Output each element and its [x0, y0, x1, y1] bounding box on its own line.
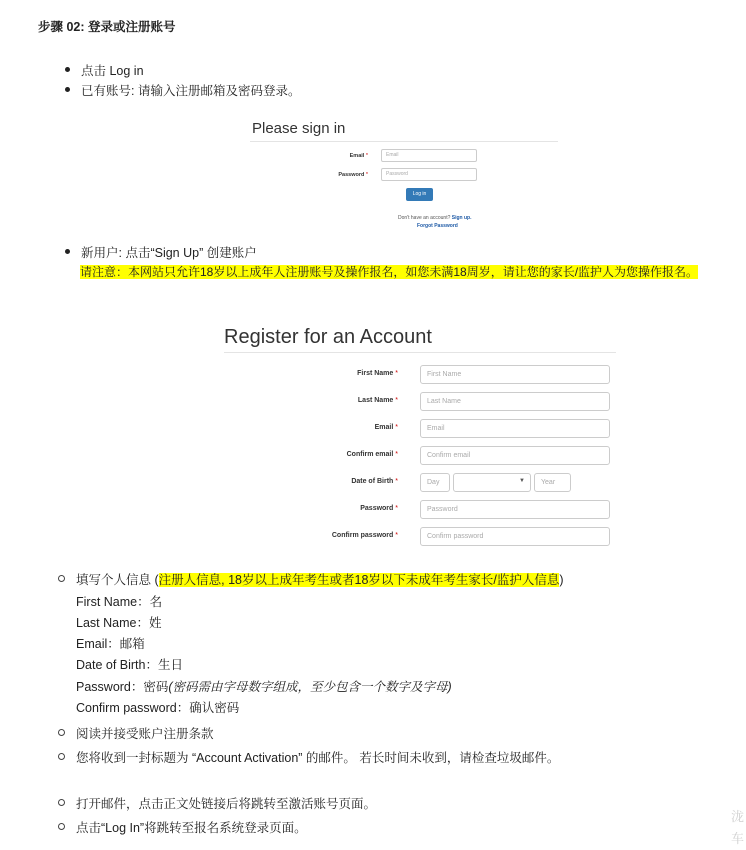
info-last-name: Last Name：姓 — [76, 616, 162, 630]
info-first-name: First Name：名 — [76, 595, 163, 609]
dob-month-select[interactable] — [453, 473, 531, 492]
chevron-down-icon: ▼ — [519, 478, 525, 484]
first-name-input[interactable]: First Name — [420, 365, 610, 384]
signin-password-label: Password * — [338, 172, 368, 178]
watermark: 泷 车 — [730, 809, 744, 846]
confirm-password-label: Confirm password * — [331, 532, 398, 539]
bullet-new-user: 新用户: 点击“Sign Up” 创建账户 — [81, 243, 257, 261]
age-notice: 请注意：本网站只允许18岁以上成年人注册账号及操作报名，如您未满18周岁，请让您的家长/监护人为您操作报名。 — [80, 265, 699, 279]
info-confirm-password: Confirm password：确认密码 — [76, 701, 240, 715]
email-input[interactable]: Email — [420, 419, 610, 438]
activation-email-bullet: 您将收到一封标题为 “Account Activation” 的邮件。 若长时间未收到，请检查垃圾邮件。 — [76, 748, 559, 766]
signin-email-label: Email * — [349, 153, 368, 159]
info-dob: Date of Birth：生日 — [76, 658, 183, 672]
first-name-label: First Name * — [357, 370, 398, 377]
dob-day-input[interactable]: Day — [420, 473, 450, 492]
dob-year-input[interactable]: Year — [534, 473, 571, 492]
signup-prompt: Don't have an account? Sign up. — [398, 215, 472, 221]
password-label: Password * — [360, 505, 398, 512]
confirm-email-label: Confirm email * — [346, 451, 398, 458]
confirm-password-input[interactable]: Confirm password — [420, 527, 610, 546]
last-name-input[interactable]: Last Name — [420, 392, 610, 411]
info-password: Password：密码(密码需由字母数字组成，至少包含一个数字及字母) — [76, 680, 452, 694]
page-heading: 步骤 02: 登录或注册账号 — [38, 20, 176, 34]
register-title: Register for an Account — [224, 326, 432, 348]
fill-info-bullet: 填写个人信息 (注册人信息, 18岁以上成年考生或者18岁以下未成年考生家长/监护人信息) — [76, 570, 564, 588]
dob-label: Date of Birth * — [351, 478, 398, 485]
confirm-email-input[interactable]: Confirm email — [420, 446, 610, 465]
bullet-existing-account: 已有账号: 请输入注册邮箱及密码登录。 — [81, 81, 300, 99]
bullet-login: 点击 Log in — [81, 61, 144, 79]
signin-divider — [250, 141, 558, 142]
open-email-bullet: 打开邮件，点击正文处链接后将跳转至激活账号页面。 — [76, 794, 376, 812]
email-label: Email * — [374, 424, 398, 431]
last-name-label: Last Name * — [357, 397, 398, 404]
signin-title: Please sign in — [252, 120, 346, 137]
signin-panel — [250, 118, 558, 238]
forgot-password-link[interactable]: Forgot Password — [417, 223, 458, 229]
login-redirect-bullet: 点击“Log In”将跳转至报名系统登录页面。 — [76, 818, 307, 836]
signup-link[interactable]: Sign up. — [451, 215, 472, 221]
password-input[interactable]: Password — [420, 500, 610, 519]
login-button[interactable]: Log in — [406, 188, 433, 201]
accept-terms-bullet: 阅读并接受账户注册条款 — [76, 724, 214, 742]
signin-email-input[interactable]: Email — [381, 149, 477, 162]
signin-password-input[interactable]: Password — [381, 168, 477, 181]
info-email: Email：邮箱 — [76, 637, 145, 651]
register-divider — [224, 352, 616, 353]
